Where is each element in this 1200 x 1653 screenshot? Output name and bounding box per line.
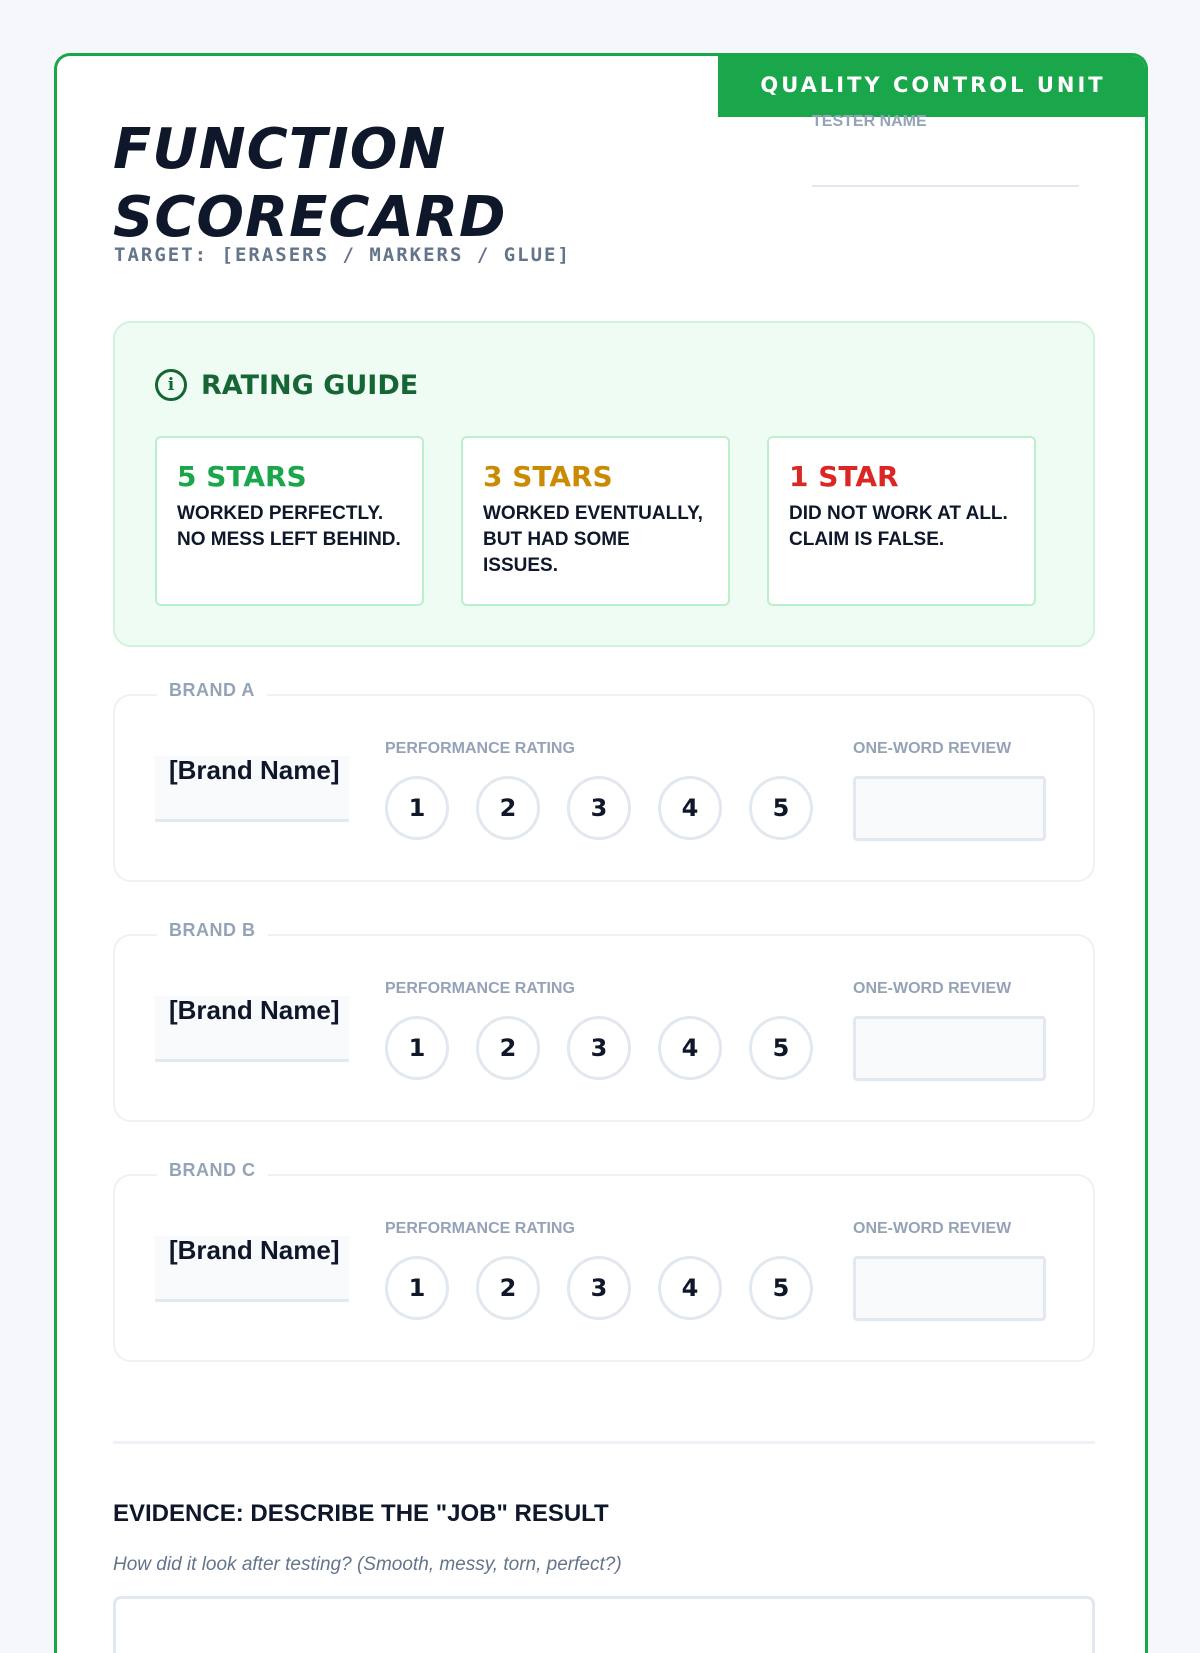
rating-option-3[interactable]: 3 — [567, 1256, 631, 1320]
rating-guide-header — [155, 369, 418, 401]
brand-name-placeholder: [Brand Name] — [169, 755, 340, 785]
brand-section-b — [113, 920, 1095, 1122]
evidence-hint: How did it look after testing? (Smooth, messy, torn, perfect?) — [113, 1554, 622, 1575]
rating-guide-description: WORKED PERFECTLY. NO MESS LEFT BEHIND. — [177, 503, 401, 550]
info-icon: i — [155, 369, 187, 401]
rating-option-4[interactable]: 4 — [658, 776, 722, 840]
unit-badge: QUALITY CONTROL UNIT — [718, 53, 1148, 117]
rating-option-2[interactable]: 2 — [476, 1016, 540, 1080]
page-title-line1: FUNCTION — [113, 117, 447, 182]
performance-rating-label: PERFORMANCE RATING — [385, 1220, 575, 1237]
rating-option-1[interactable]: 1 — [385, 776, 449, 840]
performance-rating-label: PERFORMANCE RATING — [385, 980, 575, 997]
brand-name-field[interactable] — [155, 996, 349, 1062]
rating-option-2[interactable]: 2 — [476, 1256, 540, 1320]
brand-name-placeholder: [Brand Name] — [169, 1235, 340, 1265]
rating-guide-item-3-stars — [461, 436, 730, 606]
rating-options — [385, 1016, 813, 1080]
brand-legend: BRAND B — [157, 920, 268, 941]
rating-option-3[interactable]: 3 — [567, 776, 631, 840]
brand-legend: BRAND A — [157, 680, 267, 701]
scorecard-card — [54, 53, 1148, 1653]
performance-rating-label: PERFORMANCE RATING — [385, 740, 575, 757]
rating-option-1[interactable]: 1 — [385, 1256, 449, 1320]
rating-guide-stars: 3 STARS — [483, 460, 613, 493]
brand-legend: BRAND C — [157, 1160, 268, 1181]
rating-option-5[interactable]: 5 — [749, 1016, 813, 1080]
rating-guide-stars: 5 STARS — [177, 460, 307, 493]
rating-guide-description: WORKED EVENTUALLY, BUT HAD SOME ISSUES. — [483, 503, 703, 576]
brand-name-placeholder: [Brand Name] — [169, 995, 340, 1025]
tester-name-label: TESTER NAME — [812, 113, 927, 130]
rating-guide-description: DID NOT WORK AT ALL. CLAIM IS FALSE. — [789, 503, 1008, 550]
page-subtitle: TARGET: [ERASERS / MARKERS / GLUE] — [114, 244, 571, 266]
rating-option-1[interactable]: 1 — [385, 1016, 449, 1080]
rating-option-5[interactable]: 5 — [749, 1256, 813, 1320]
rating-guide-title: RATING GUIDE — [201, 369, 419, 401]
brand-section-a — [113, 680, 1095, 882]
tester-name-field[interactable] — [812, 185, 1079, 187]
rating-options — [385, 776, 813, 840]
rating-guide-item-1-star — [767, 436, 1036, 606]
rating-guide — [113, 321, 1095, 647]
rating-options — [385, 1256, 813, 1320]
one-word-review-input[interactable] — [853, 776, 1046, 841]
brand-name-field[interactable] — [155, 756, 349, 822]
one-word-review-label: ONE-WORD REVIEW — [853, 740, 1012, 757]
evidence-title: EVIDENCE: DESCRIBE THE "JOB" RESULT — [113, 1500, 609, 1527]
rating-option-5[interactable]: 5 — [749, 776, 813, 840]
one-word-review-input[interactable] — [853, 1256, 1046, 1321]
rating-option-2[interactable]: 2 — [476, 776, 540, 840]
rating-option-4[interactable]: 4 — [658, 1256, 722, 1320]
page-title — [113, 116, 506, 252]
rating-option-3[interactable]: 3 — [567, 1016, 631, 1080]
one-word-review-input[interactable] — [853, 1016, 1046, 1081]
rating-guide-item-5-stars — [155, 436, 424, 606]
page-title-line2: SCORECARD — [113, 185, 507, 250]
brand-section-c — [113, 1160, 1095, 1362]
rating-guide-stars: 1 STAR — [789, 460, 899, 493]
section-divider — [113, 1441, 1095, 1444]
one-word-review-label: ONE-WORD REVIEW — [853, 1220, 1012, 1237]
evidence-textarea[interactable] — [113, 1596, 1095, 1653]
one-word-review-label: ONE-WORD REVIEW — [853, 980, 1012, 997]
brand-name-field[interactable] — [155, 1236, 349, 1302]
rating-option-4[interactable]: 4 — [658, 1016, 722, 1080]
